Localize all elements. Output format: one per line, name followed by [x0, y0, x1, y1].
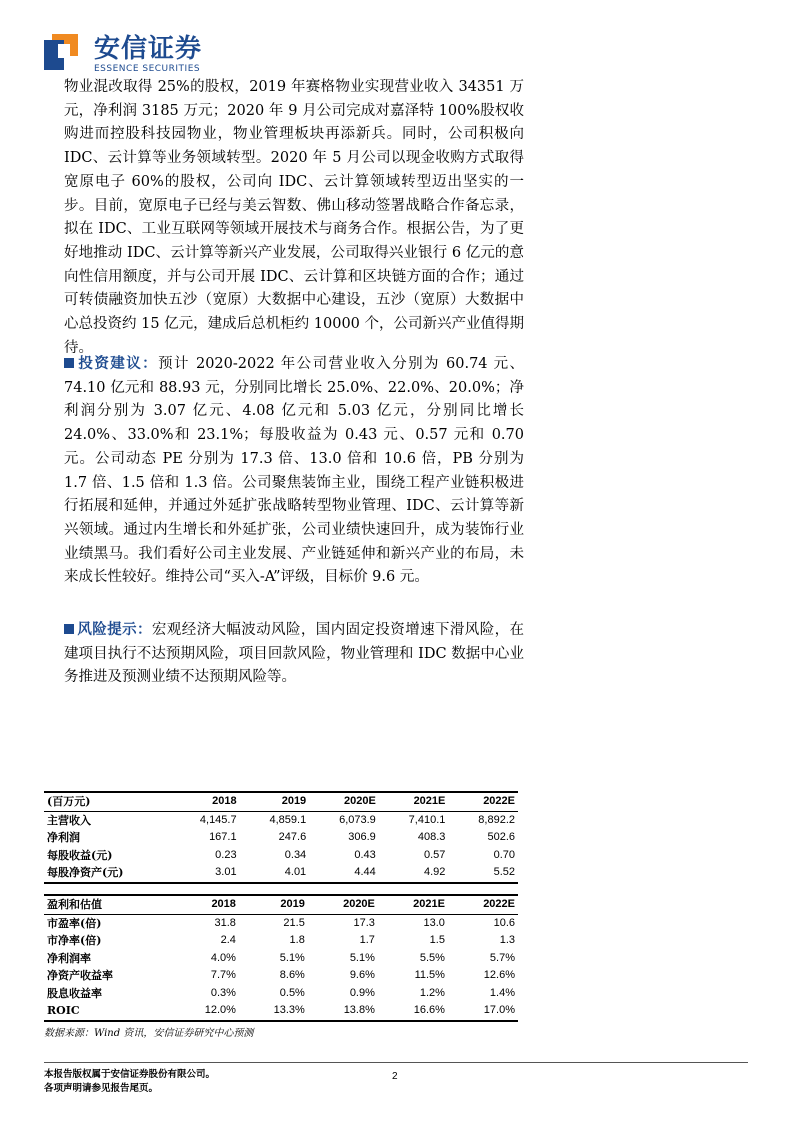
table-row: 股息收益率 0.3% 0.5% 0.9% 1.2% 1.4%	[47, 986, 515, 1000]
table-row: 净利润率 4.0% 5.1% 5.1% 5.5% 5.7%	[47, 951, 515, 965]
investment-text: 预计 2020-2022 年公司营业收入分别为 60.74 元、74.10 亿元和 88.93 元，分别同比增长 25.0%、22.0%、20.0%；净利润分别为 3.07 亿元、4.08 亿元和 5.03 亿元，分别同比增长 24.0%、33.0%和 23.1%；每股收益为 0.43 元、0.57 元和 0.70 元。公司动态 PE 分别为 17.3 倍、13.0 倍和 10.6 倍，PB 分别为 1.7 倍、1.5 倍和 1.3 倍。公司聚焦装饰主业，围绕工程产业链积极进行拓展和延伸，并通过外延扩张战略转型物业管理、IDC、云计算等新兴领域。通过内生增长和外延扩张，公司业绩快速回升，成为装饰行业业绩黑马。我们看好公司主业发展、产业链延伸和新兴产业的布局，未来成长性较好。维持公司“买入-A”评级，目标价 9.6 元。	[64, 356, 525, 586]
financial-summary-table	[44, 791, 518, 884]
investment-paragraph	[64, 353, 524, 590]
bullet-square-icon	[64, 624, 74, 634]
valuation-table	[44, 894, 518, 1022]
logo-icon	[44, 34, 84, 74]
footer-disclaimer	[44, 1068, 215, 1096]
bullet-square-icon	[64, 358, 74, 368]
risk-text: 宏观经济大幅波动风险，国内固定投资增速下滑风险，在建项目执行不达预期风险，项目回款风险，物业管理和 IDC 数据中心业务推进及预测业绩不达预期风险等。	[64, 622, 525, 686]
table-header-row: (百万元) 2018 2019 2020E 2021E 2022E	[44, 792, 518, 811]
footer-line-2: 各项声明请参见报告尾页。	[44, 1083, 159, 1094]
table-row: ROIC 12.0% 13.3% 13.8% 16.6% 17.0%	[44, 1002, 518, 1021]
investment-heading: 投资建议：	[77, 356, 159, 372]
risk-heading: 风险提示：	[77, 622, 152, 638]
brand-name-cn: 安信证券	[94, 34, 203, 64]
table-row: 市盈率(倍) 31.8 21.5 17.3 13.0 10.6	[47, 916, 515, 930]
risk-paragraph	[64, 619, 524, 690]
data-source-note: 数据来源：Wind 资讯，安信证券研究中心预测	[44, 1028, 254, 1039]
brand-name-en: ESSENCE SECURITIES	[94, 64, 201, 74]
table-row: 净资产收益率 7.7% 8.6% 9.6% 11.5% 12.6%	[47, 969, 515, 982]
page-number: 2	[392, 1071, 398, 1082]
table-row: 每股收益(元) 0.23 0.34 0.43 0.57 0.70	[47, 848, 515, 862]
brand	[94, 34, 202, 74]
table-header-row: 盈利和估值 2018 2019 2020E 2021E 2022E	[44, 895, 518, 914]
footer-line-1: 本报告版权属于安信证券股份有限公司。	[44, 1069, 216, 1080]
business-paragraph: 物业混改取得 25%的股权，2019 年赛格物业实现营业收入 34351 万元，净利润 3185 万元；2020 年 9 月公司完成对嘉泽特 100%股权收购进而控股科技园物业，物业管理板块再添新兵。同时，公司积极向 IDC、云计算等业务领域转型。2020 年 5 月公司以现金收购方式取得宽原电子 60%的股权，公司向 IDC、云计算领域转型迈出坚实的一步。目前，宽原电子已经与美云智数、佛山移动签署战略合作备忘录，拟在 IDC、工业互联网等领域开展技术与商务合作。根据公告，为了更好地推动 IDC、云计算等新兴产业发展，公司取得兴业银行 6 亿元的意向性信用额度，并与公司开展 IDC、云计算和区块链方面的合作；通过可转债融资加快五沙（宽原）大数据中心建设，五沙（宽原）大数据中心总投资约 15 亿元，建成后总机柜约 10000 个，公司新兴产业值得期待。	[64, 79, 525, 356]
footer-divider	[44, 1062, 748, 1063]
table-row: 主营收入 4,145.7 4,859.1 6,073.9 7,410.1 8,892.2	[47, 813, 515, 827]
table-row: 净利润 167.1 247.6 306.9 408.3 502.6	[47, 831, 515, 844]
table-row: 市净率(倍) 2.4 1.8 1.7 1.5 1.3	[47, 934, 515, 947]
table-row: 每股净资产(元) 3.01 4.01 4.44 4.92 5.52	[44, 864, 518, 883]
